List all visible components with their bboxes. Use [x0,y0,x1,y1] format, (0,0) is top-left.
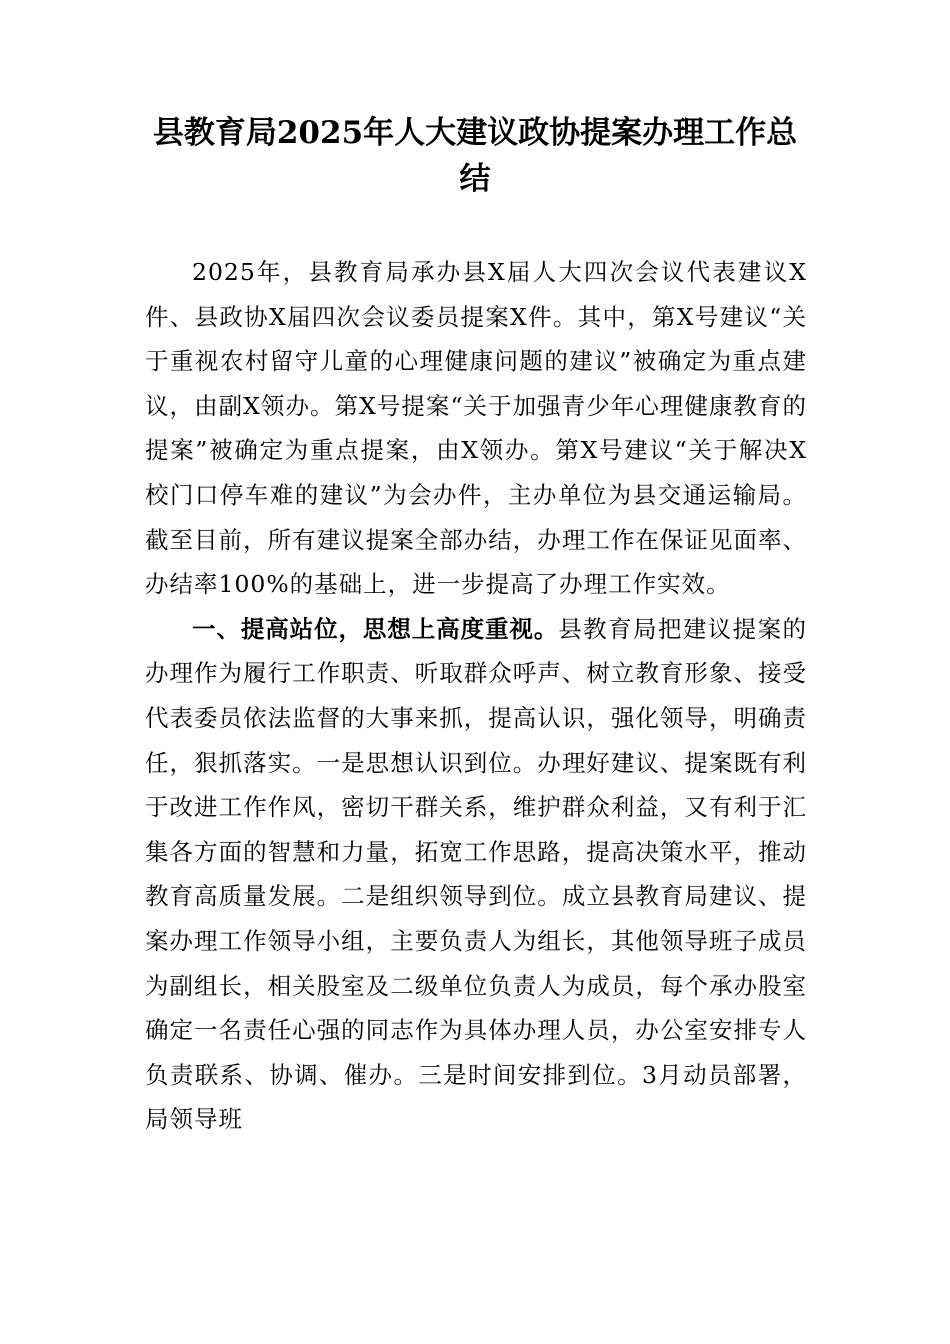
paragraph-intro [145,250,807,607]
document-title: 县教育局2025年人大建议政协提案办理工作总结 [152,115,798,197]
paragraph-text: 2025年，县教育局承办县X届人大四次会议代表建议X件、县政协X届四次会议委员提案X件。其中，第X号建议“关于重视农村留守儿童的心理健康问题的建议”被确定为重点建议，由副X领办。第X号提案“关于加强青少年心理健康教育的提案”被确定为重点提案，由X领办。第X号建议“关于解决X校门口停车难的建议”为会办件，主办单位为县交通运输局。截至目前，所有建议提案全部办结，办理工作在保证见面率、办结率100%的基础上，进一步提高了办理工作实效。 [145,258,808,599]
document-body [145,250,807,1142]
paragraph-section-one [145,607,807,1142]
paragraph-lead: 一、提高站位，思想上高度重视。 [192,614,559,643]
paragraph-text: 县教育局把建议提案的办理作为履行工作职责、听取群众呼声、树立教育形象、接受代表委员依法监督的大事来抓，提高认识，强化领导，明确责任，狠抓落实。一是思想认识到位。办理好建议、提案既有利于改进工作作风，密切干群关系，维护群众利益，又有利于汇集各方面的智慧和力量，拓宽工作思路，提高决策水平，推动教育高质量发展。二是组织领导到位。成立县教育局建议、提案办理工作领导小组，主要负责人为组长，其他领导班子成员为副组长，相关股室及二级单位负责人为成员，每个承办股室确定一名责任心强的同志作为具体办理人员，办公室安排专人负责联系、协调、催办。三是时间安排到位。3月动员部署，局领导班 [145,614,807,1134]
